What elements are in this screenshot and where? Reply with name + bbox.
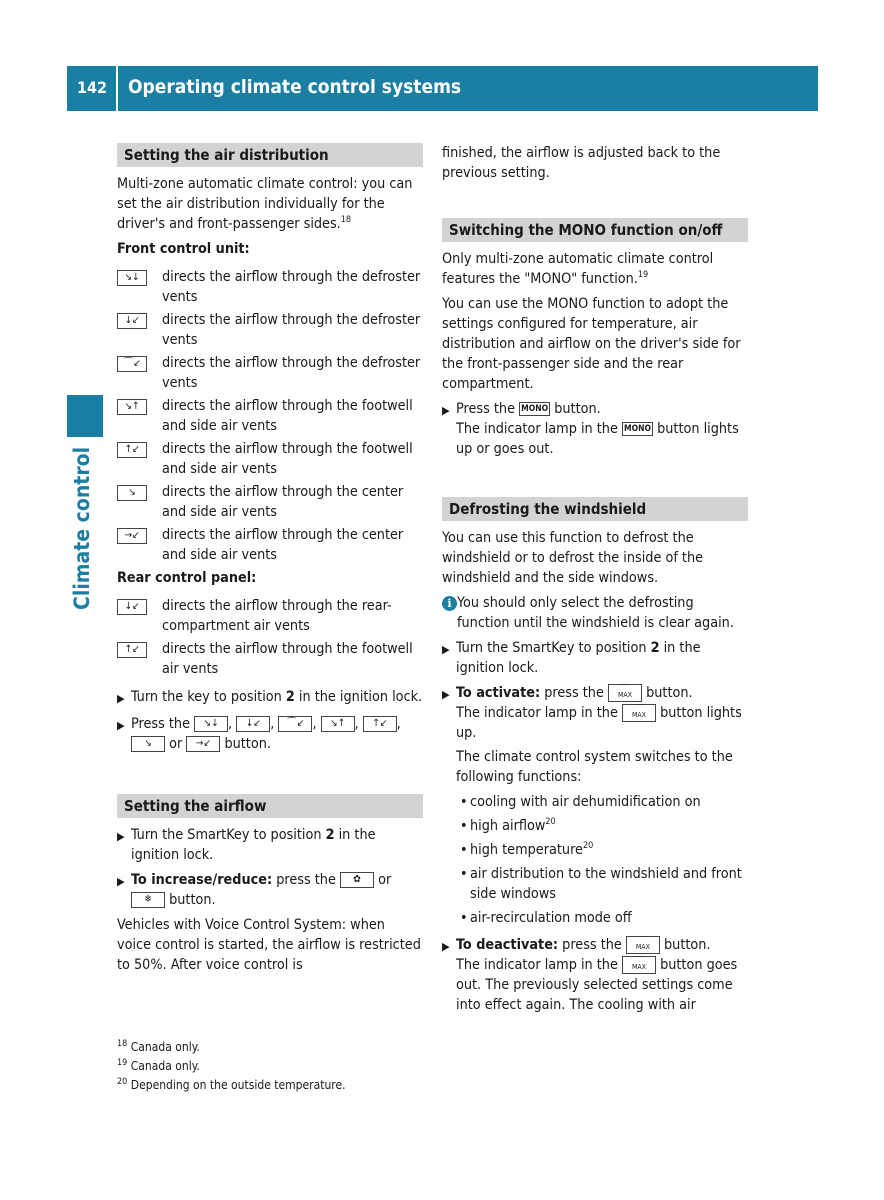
left-column — [117, 143, 423, 980]
footnotes — [117, 1038, 346, 1095]
instruction-step: ▶ Turn the SmartKey to position 2 in the ignition lock. — [442, 640, 701, 676]
instruction-step: ▶ To activate: press the ⌒ MAX button. The indicator lamp in the ⌒ MAX button lights up. The climate control system switches to the following functions: — [442, 684, 742, 785]
page-number: 142 — [77, 78, 108, 97]
list-item: ↑↙ directs the airflow through the footwell air vents — [117, 639, 423, 679]
info-note: i You should only select the defrosting function until the windshield is clear again. — [442, 593, 748, 633]
footnote: $^{19}$ Canada only. — [117, 1058, 200, 1073]
list-item: • high temperature$^{20}$ — [460, 841, 594, 858]
step-arrow-icon: ▶ — [442, 940, 450, 953]
instruction-step: ▶ Turn the SmartKey to position 2 in the ignition lock. — [117, 827, 376, 863]
defrost-center-button-icon: ↓↙ — [236, 716, 270, 732]
rear-footwell-icon: ↑↙ — [117, 642, 147, 658]
list-item: • air distribution to the windshield and front side windows — [460, 866, 742, 902]
list-item: ↓↙ directs the airflow through the defroster vents — [117, 310, 423, 350]
fan-decrease-icon: ❄ — [131, 892, 165, 908]
instruction-step: ▶ Press the ↘↓ , ↓↙ , ⌒↙ , ↘↑ , ↑↙ , ↘ or →↙ button. — [117, 716, 401, 752]
defrost-feet-icon: ↘↓ — [117, 270, 147, 286]
footwell-center-icon: ↑↙ — [117, 442, 147, 458]
step-arrow-icon: ▶ — [117, 719, 125, 732]
list-item: ↓↙ directs the airflow through the rear-compartment air vents — [117, 596, 423, 636]
page-title: Operating climate control systems — [128, 76, 462, 98]
max-defrost-icon: ⌒ MAX — [622, 704, 656, 722]
list-item: • high airflow$^{20}$ — [460, 817, 556, 834]
sidebar-chapter-label: Climate control — [70, 446, 94, 610]
mono-intro: Only multi-zone automatic climate control features the "MONO" function.$^{19}$ — [442, 251, 714, 287]
center-vent-icon: ↘ — [117, 485, 147, 501]
page-header — [67, 66, 818, 111]
section-heading-mono: Switching the MONO function on/off — [442, 218, 748, 242]
header-divider — [116, 66, 118, 111]
mono-button-icon: MONO — [521, 404, 549, 414]
footwell-button-icon: ↘↑ — [321, 716, 355, 732]
list-item: ⌒↙ directs the airflow through the defroster vents — [117, 353, 423, 393]
instruction-step: ▶ To increase/reduce: press the ✿ or ❄ button. — [117, 872, 392, 908]
max-defrost-icon: ⌒ MAX — [622, 956, 656, 974]
mono-button-icon: MONO — [623, 424, 651, 434]
sidebar-tab-marker — [67, 395, 103, 437]
section-heading-defrost: Defrosting the windshield — [442, 497, 748, 521]
voice-control-note: Vehicles with Voice Control System: when voice control is started, the airflow is restricted to 50%. After voice control is — [117, 917, 421, 973]
center-vent-alt-icon: →↙ — [117, 528, 147, 544]
instruction-step: ▶ Press the MONO button. The indicator lamp in the MONO button lights up or goes out. — [442, 401, 739, 457]
mono-description: You can use the MONO function to adopt the settings configured for temperature, air distribution and airflow on the driver's side for the front-passenger side and the rear compartment. — [442, 296, 741, 392]
max-defrost-icon: ⌒ MAX — [626, 936, 660, 954]
step-arrow-icon: ▶ — [117, 830, 125, 843]
step-arrow-icon: ▶ — [442, 688, 450, 701]
footnote: $^{20}$ Depending on the outside temperature. — [117, 1077, 346, 1092]
step-arrow-icon: ▶ — [117, 875, 125, 888]
max-defrost-icon: ⌒ MAX — [608, 684, 642, 702]
list-item: • cooling with air dehumidification on — [460, 794, 701, 810]
list-item: →↙ directs the airflow through the center and side air vents — [117, 525, 423, 565]
instruction-step: ▶ To deactivate: press the ⌒ MAX button. The indicator lamp in the ⌒ MAX button goes out. The previously selected settings come into effect again. The cooling with air — [442, 936, 738, 1013]
step-arrow-icon: ▶ — [442, 404, 450, 417]
list-item: ↑↙ directs the airflow through the footwell and side air vents — [117, 439, 423, 479]
section-heading-airflow: Setting the airflow — [117, 794, 423, 818]
center-button-icon: ↘ — [131, 736, 165, 752]
info-icon: i — [442, 596, 457, 611]
footnote: $^{18}$ Canada only. — [117, 1039, 200, 1054]
list-item: ↘ directs the airflow through the center and side air vents — [117, 482, 423, 522]
list-item: ↘↑ directs the airflow through the footwell and side air vents — [117, 396, 423, 436]
rear-vent-icon: ↓↙ — [117, 599, 147, 615]
list-item: ↘↓ directs the airflow through the defroster vents — [117, 267, 423, 307]
center-alt-button-icon: →↙ — [186, 736, 220, 752]
fan-increase-icon: ✿ — [340, 872, 374, 888]
windshield-button-icon: ⌒↙ — [278, 716, 312, 732]
defrost-center-icon: ↓↙ — [117, 313, 147, 329]
airflow-continuation: finished, the airflow is adjusted back to the previous setting. — [442, 145, 721, 181]
footwell-icon: ↘↑ — [117, 399, 147, 415]
windshield-airflow-icon: ⌒↙ — [117, 356, 147, 372]
instruction-step: ▶ Turn the key to position 2 in the ignition lock. — [117, 687, 423, 709]
front-control-label: Front control unit: — [117, 241, 250, 257]
defrost-intro: You can use this function to defrost the windshield or to defrost the inside of the windshield and the side windows. — [442, 530, 704, 586]
step-arrow-icon: ▶ — [442, 643, 450, 656]
list-item: • air-recirculation mode off — [460, 910, 632, 926]
section-heading-air-distribution: Setting the air distribution — [117, 143, 423, 167]
right-column — [442, 143, 748, 1020]
footwell-center-button-icon: ↑↙ — [363, 716, 397, 732]
step-arrow-icon: ▶ — [117, 692, 125, 705]
air-distribution-intro: Multi-zone automatic climate control: you can set the air distribution individually for the driver's and front-passenger sides.$^{18}$ — [117, 176, 413, 232]
defrost-feet-button-icon: ↘↓ — [194, 716, 228, 732]
rear-control-label: Rear control panel: — [117, 570, 257, 586]
